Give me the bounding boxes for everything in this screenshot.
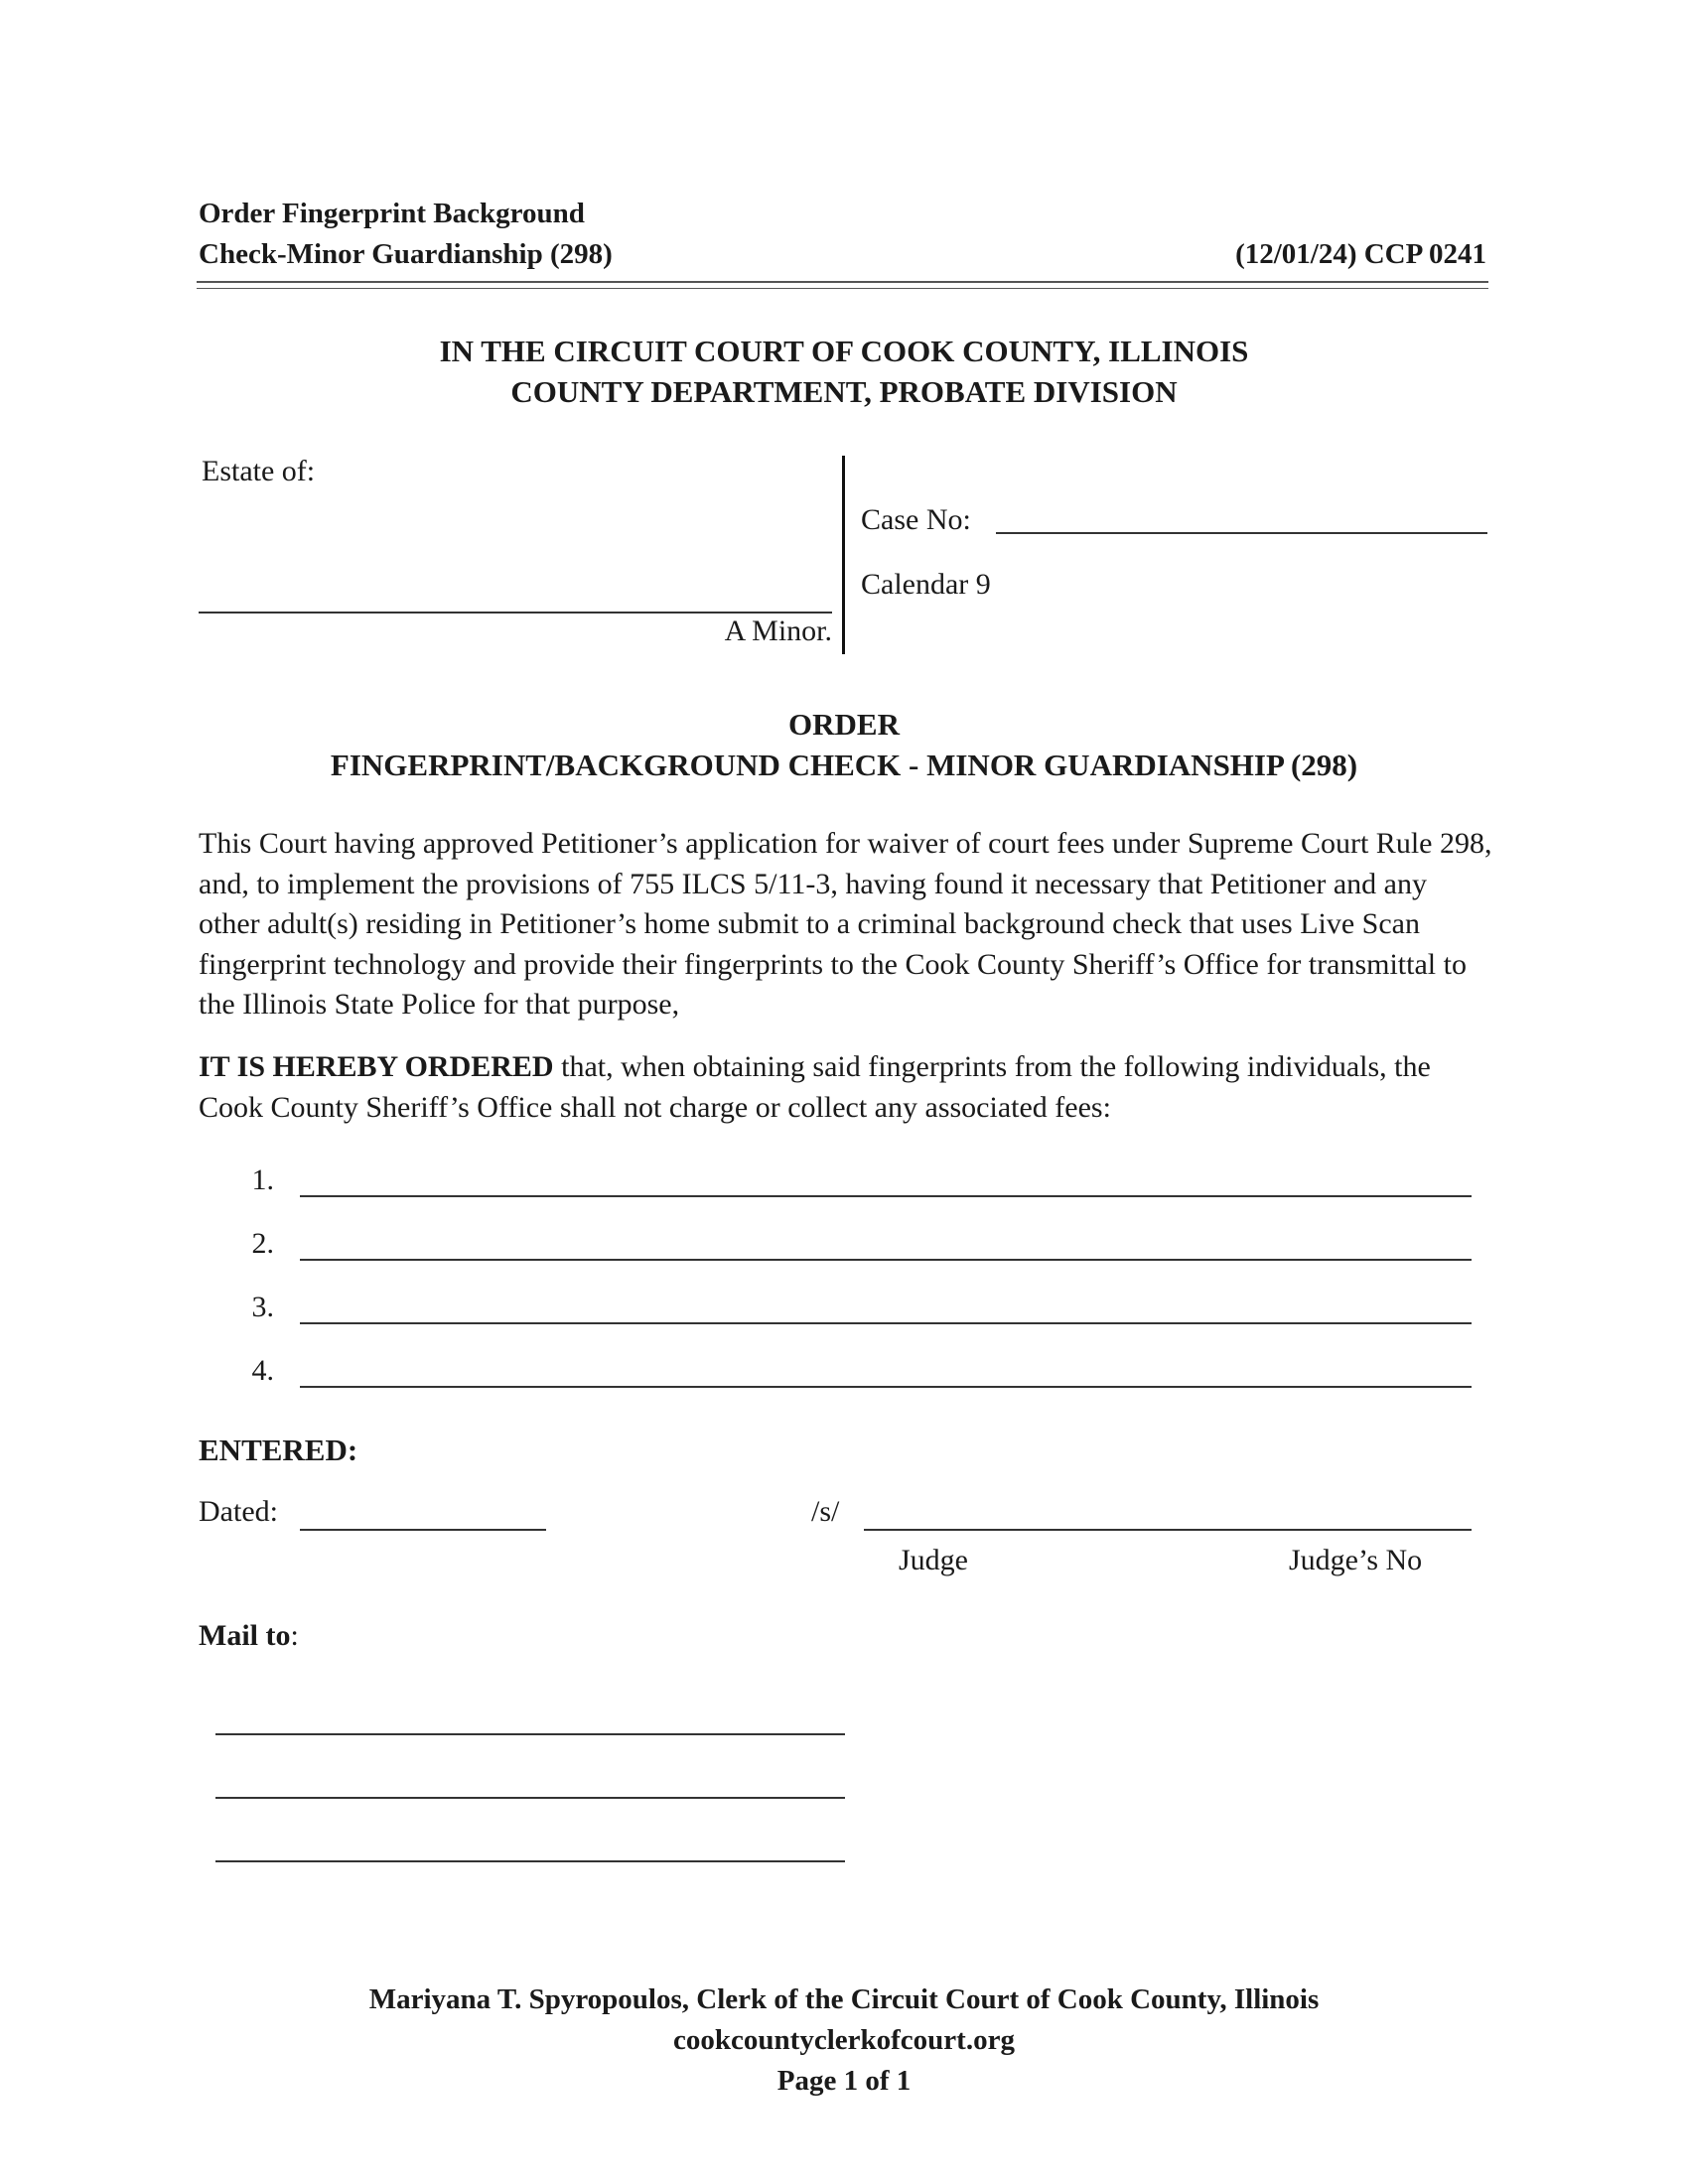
- estate-name-field[interactable]: [199, 612, 832, 614]
- form-title-line1: Order Fingerprint Background: [199, 198, 585, 229]
- footer-clerk: Mariyana T. Spyropoulos, Clerk of the Circuit Court of Cook County, Illinois: [368, 1983, 1320, 2015]
- form-code: (12/01/24) CCP 0241: [1235, 238, 1486, 270]
- header-rule-thin: [197, 288, 1488, 289]
- footer: [0, 1979, 1688, 2102]
- mail-address-field-1[interactable]: [215, 1733, 845, 1735]
- signature-prefix: /s/: [811, 1495, 840, 1528]
- judge-no-label: Judge’s No: [1289, 1544, 1423, 1576]
- court-heading: [0, 331, 1688, 412]
- order-heading: [0, 704, 1688, 785]
- individual-field-3[interactable]: [300, 1322, 1472, 1324]
- individual-number-1: 1.: [251, 1163, 274, 1196]
- order-heading-line2: FINGERPRINT/BACKGROUND CHECK - MINOR GUARDIANSHIP (298): [330, 748, 1358, 782]
- header-rule-thick: [197, 281, 1488, 283]
- case-no-label: Case No:: [861, 503, 971, 536]
- form-title: [199, 194, 613, 275]
- individual-number-2: 2.: [251, 1227, 274, 1260]
- ordered-phrase: IT IS HEREBY ORDERED: [199, 1050, 554, 1083]
- individual-field-1[interactable]: [300, 1195, 1472, 1197]
- court-heading-line1: IN THE CIRCUIT COURT OF COOK COUNTY, ILLINOIS: [439, 334, 1249, 368]
- individual-field-4[interactable]: [300, 1386, 1472, 1388]
- case-no-field[interactable]: [996, 532, 1487, 534]
- judge-label: Judge: [899, 1544, 968, 1576]
- mail-address-field-3[interactable]: [215, 1860, 845, 1862]
- estate-label: Estate of:: [202, 455, 316, 487]
- mail-to-colon: :: [290, 1619, 299, 1652]
- mail-to-bold: Mail to: [199, 1619, 291, 1652]
- individual-number-4: 4.: [251, 1354, 274, 1387]
- minor-label: A Minor.: [724, 614, 832, 647]
- dated-field[interactable]: [300, 1529, 546, 1531]
- footer-page-number: Page 1 of 1: [776, 2065, 912, 2097]
- findings-paragraph: This Court having approved Petitioner’s application for waiver of court fees under Supreme Court Rule 298, and, to implement the provisions of 755 ILCS 5/11-3, having found it necessary that Petitioner and any other adult(s) residing in Petitioner’s home submit to a criminal background check that uses Live Scan fingerprint technology and provide their fingerprints to the Cook County Sheriff’s Office for transmittal to the Illinois State Police for that purpose,: [199, 827, 1492, 1021]
- judge-signature-field[interactable]: [864, 1529, 1472, 1531]
- court-heading-line2: COUNTY DEPARTMENT, PROBATE DIVISION: [510, 374, 1178, 409]
- calendar-label: Calendar 9: [861, 568, 991, 601]
- mail-address-field-2[interactable]: [215, 1797, 845, 1799]
- mail-to-label: [199, 1619, 299, 1653]
- order-heading-line1: ORDER: [788, 707, 900, 742]
- individual-field-2[interactable]: [300, 1259, 1472, 1261]
- caption-divider: [842, 456, 845, 654]
- form-title-line2: Check-Minor Guardianship (298): [199, 238, 613, 270]
- footer-website: cookcountyclerkofcourt.org: [673, 2024, 1015, 2056]
- individual-number-3: 3.: [251, 1291, 274, 1323]
- order-paragraph: [199, 1047, 1494, 1128]
- ordered-text: that, when obtaining said fingerprints from the following individuals, the Cook County Sheriff’s Office shall not charge or collect any associated fees:: [199, 1050, 1431, 1124]
- dated-label: Dated:: [199, 1495, 278, 1528]
- entered-label: ENTERED:: [199, 1433, 358, 1467]
